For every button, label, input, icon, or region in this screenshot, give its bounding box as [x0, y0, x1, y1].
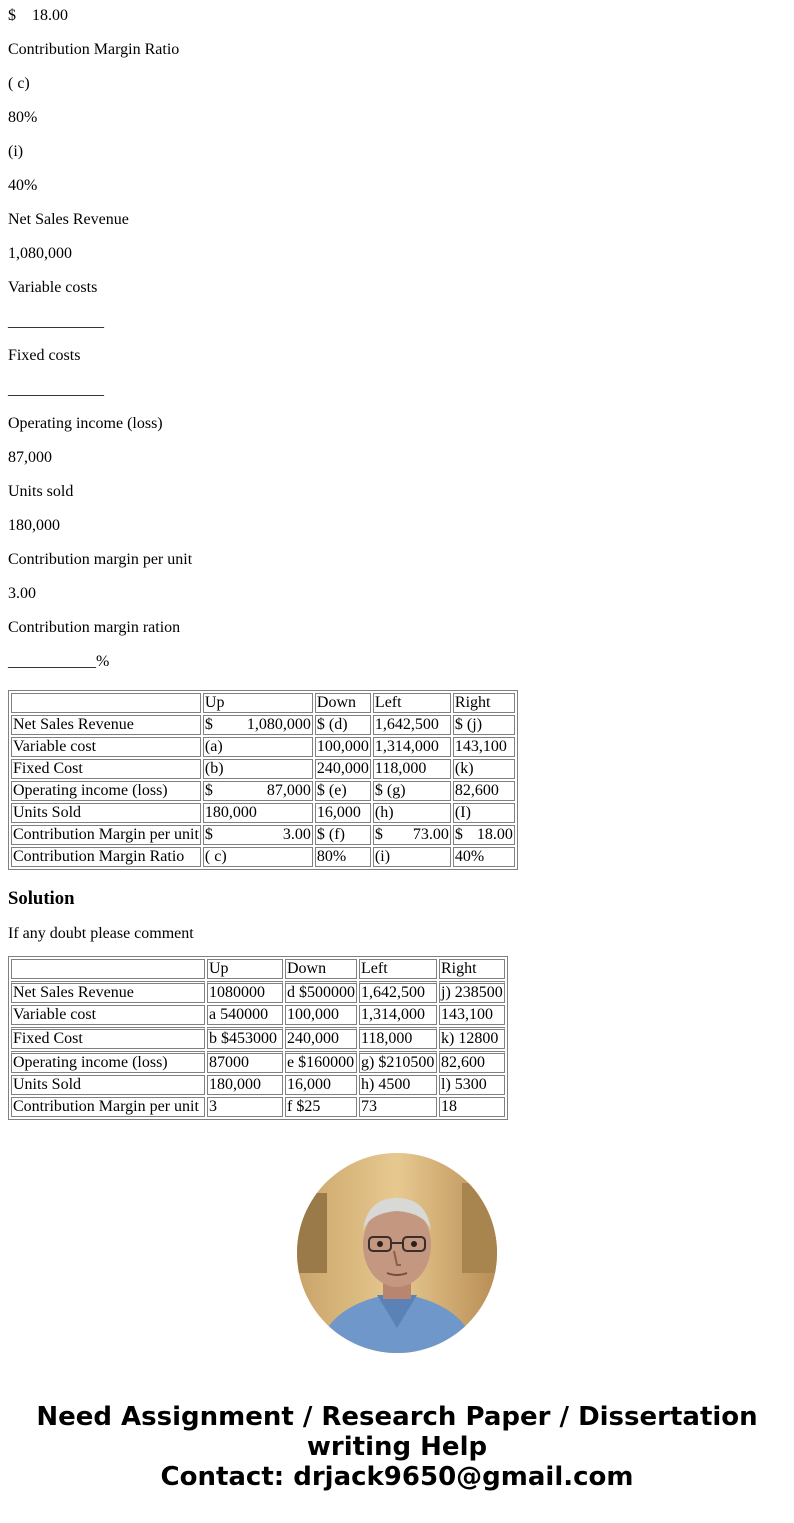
cell-right: k) 12800 — [439, 1027, 505, 1049]
promo-line: Need Assignment / Research Paper / Dissertation — [36, 1402, 758, 1432]
currency-symbol: $ — [454, 826, 463, 843]
row-label: Operating income (loss) — [11, 781, 201, 801]
currency-symbol: $ — [204, 782, 213, 799]
row-label: Units Sold — [11, 1075, 205, 1095]
table-row — [11, 1051, 505, 1073]
cell-left: (i) — [373, 847, 451, 867]
promo-banner — [0, 1402, 794, 1492]
table-header-cell — [11, 959, 205, 979]
cell-left — [373, 825, 451, 845]
intro-line: ( c) — [8, 75, 30, 92]
row-label: Variable cost — [11, 1005, 205, 1025]
table-row — [11, 981, 505, 1003]
currency-symbol: $ — [374, 826, 383, 843]
table-row — [11, 1097, 505, 1117]
intro-line: 180,000 — [8, 517, 60, 534]
cell-right: 143,100 — [439, 1005, 505, 1025]
solution-heading: Solution — [8, 888, 75, 909]
cell-left: g) $210500 — [359, 1051, 437, 1073]
cell-right: 82,600 — [453, 781, 515, 801]
table-row — [11, 781, 515, 801]
cell-up: (a) — [203, 737, 313, 757]
table-row — [11, 759, 515, 779]
cell-down: $ (d) — [315, 715, 371, 735]
intro-line: Net Sales Revenue — [8, 211, 129, 228]
table-row — [11, 737, 515, 757]
table-header-cell: Up — [207, 959, 283, 979]
table-header-cell: Left — [373, 693, 451, 713]
intro-line: Operating income (loss) — [8, 415, 163, 432]
table-header-cell: Right — [439, 959, 505, 979]
cell-up: (b) — [203, 759, 313, 779]
table-header-row — [11, 693, 515, 713]
row-label: Fixed Cost — [11, 759, 201, 779]
cell-down: 80% — [315, 847, 371, 867]
table-header-cell: Down — [315, 693, 371, 713]
cell-right: 82,600 — [439, 1051, 505, 1073]
intro-line: 1,080,000 — [8, 245, 72, 262]
cell-right: (I) — [453, 803, 515, 823]
table-row — [11, 1075, 505, 1095]
cell-right: 18 — [439, 1097, 505, 1117]
table-row — [11, 803, 515, 823]
intro-line: $ 18.00 — [8, 7, 68, 24]
cell-down: 100,000 — [316, 738, 369, 755]
cell-right: j) 238500 — [439, 981, 505, 1003]
amount: 3.00 — [282, 826, 311, 843]
cell-down: $ (e) — [315, 781, 371, 801]
cell-up: 1080000 — [207, 981, 283, 1003]
cell-up: b $453000 — [207, 1027, 283, 1049]
row-label: Operating income (loss) — [11, 1051, 205, 1073]
intro-line: 3.00 — [8, 585, 36, 602]
solution-note: If any doubt please comment — [8, 925, 194, 942]
cell-up: 180,000 — [207, 1075, 283, 1095]
cell-left: 73 — [359, 1097, 437, 1117]
cell-down: $ (f) — [315, 825, 371, 845]
cell-left: 1,642,500 — [359, 981, 437, 1003]
promo-contact[interactable]: Contact: drjack9650@gmail.com — [160, 1462, 634, 1492]
cell-right: 143,100 — [453, 737, 515, 757]
cell-down: 100,000 — [285, 1005, 357, 1025]
cell-up — [203, 781, 313, 801]
table-row — [11, 1005, 505, 1025]
table-header-cell: Left — [359, 959, 437, 979]
cell-up: a 540000 — [207, 1005, 283, 1025]
intro-line: Contribution margin ration — [8, 619, 181, 636]
table-header-cell: Down — [285, 959, 357, 979]
intro-line: ____________ — [8, 381, 104, 398]
promo-line: writing Help — [306, 1432, 488, 1462]
cell-down: 240,000 — [285, 1027, 357, 1049]
table-header-row — [11, 959, 505, 979]
intro-line: ____________ — [8, 313, 104, 330]
intro-line: 80% — [8, 109, 38, 126]
cell-right: $ (j) — [453, 715, 515, 735]
row-label: Contribution Margin per unit — [11, 1097, 205, 1117]
cell-down: f $25 — [285, 1097, 357, 1117]
cell-left: 1,314,000 — [373, 737, 451, 757]
cell-down: 240,000 — [316, 760, 369, 777]
cell-up: 180,000 — [203, 803, 313, 823]
cell-up: 3 — [207, 1097, 283, 1117]
cell-down: 16,000 — [315, 803, 371, 823]
cell-right — [453, 825, 515, 845]
document-body — [8, 0, 788, 1124]
solution-table-viewport — [8, 956, 788, 1124]
table-row — [11, 715, 515, 735]
intro-line: ___________% — [8, 653, 110, 670]
cell-down: d $500000 — [285, 981, 357, 1003]
problem-table — [8, 690, 518, 870]
table-row — [11, 1027, 505, 1049]
row-label: Units Sold — [11, 803, 201, 823]
cell-left: 1,314,000 — [359, 1005, 437, 1025]
intro-line: Contribution Margin Ratio — [8, 41, 180, 58]
intro-line: Variable costs — [8, 279, 98, 296]
cell-left: 1,642,500 — [373, 715, 451, 735]
cell-left: (h) — [373, 803, 451, 823]
intro-line: Fixed costs — [8, 347, 81, 364]
cell-left: 118,000 — [373, 759, 451, 779]
amount: 73.00 — [412, 826, 449, 843]
intro-line: Contribution margin per unit — [8, 551, 193, 568]
table-row — [11, 847, 515, 867]
table-header-cell — [11, 693, 201, 713]
intro-line: (i) — [8, 143, 24, 160]
cell-up: 87000 — [207, 1051, 283, 1073]
cell-left: 118,000 — [359, 1027, 437, 1049]
cell-up — [203, 825, 313, 845]
row-label: Contribution Margin per unit — [13, 826, 199, 843]
cell-left: h) 4500 — [359, 1075, 437, 1095]
row-label: Net Sales Revenue — [11, 981, 205, 1003]
currency-symbol: $ — [204, 826, 213, 843]
table-row — [11, 825, 515, 845]
intro-line: 87,000 — [8, 449, 52, 466]
cell-right: 40% — [453, 847, 515, 867]
person-portrait-icon — [297, 1153, 497, 1353]
intro-line: 40% — [8, 177, 38, 194]
row-label: Variable cost — [11, 737, 201, 757]
cell-right: l) 5300 — [439, 1075, 505, 1095]
intro-line: Units sold — [8, 483, 74, 500]
cell-up — [203, 715, 313, 735]
intro-lines — [8, 0, 788, 680]
solution-table — [8, 956, 508, 1120]
cell-right: (k) — [453, 759, 515, 779]
table-header-cell: Right — [453, 693, 515, 713]
cell-down: e $160000 — [285, 1051, 357, 1073]
cell-down: 16,000 — [285, 1075, 357, 1095]
amount: 18.00 — [476, 826, 513, 843]
table-header-cell: Up — [203, 693, 313, 713]
row-label: Fixed Cost — [11, 1027, 205, 1049]
portrait-drawing — [297, 1153, 497, 1353]
currency-symbol: $ — [204, 716, 213, 733]
cell-left: $ (g) — [373, 781, 451, 801]
row-label: Contribution Margin Ratio — [11, 847, 201, 867]
row-label: Net Sales Revenue — [11, 715, 201, 735]
amount: 1,080,000 — [246, 716, 311, 733]
amount: 87,000 — [266, 782, 311, 799]
cell-up: ( c) — [203, 847, 313, 867]
